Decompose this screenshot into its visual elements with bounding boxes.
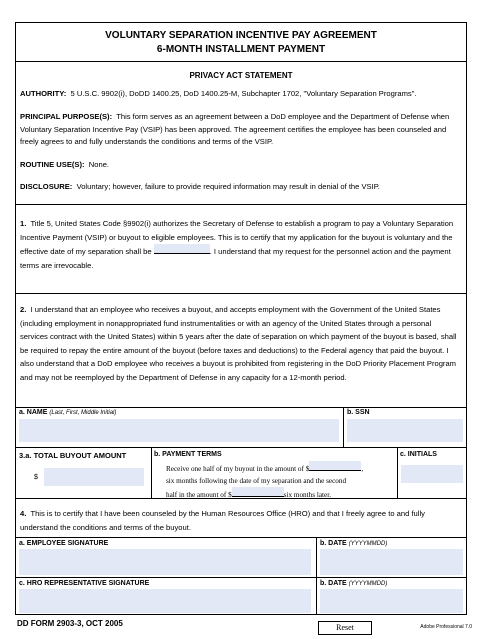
ssn-label: b. SSN <box>347 409 370 416</box>
initials-label: c. INITIALS <box>400 451 437 458</box>
employee-date-label: b. DATE (YYYYMMDD) <box>320 540 388 547</box>
routine-label: ROUTINE USE(S): <box>20 160 85 169</box>
reset-button[interactable]: Reset <box>318 621 372 635</box>
divider <box>16 498 466 499</box>
form-subtitle: 6-MONTH INSTALLMENT PAYMENT <box>156 44 326 55</box>
item2-paragraph <box>20 303 460 384</box>
divider <box>16 447 466 448</box>
disclosure-label: DISCLOSURE: <box>20 182 73 191</box>
divider <box>397 447 398 498</box>
divider <box>316 537 317 577</box>
item1-text-a: Title 5, United States Code §9902(i) authorizes the Secretary of Defense to establish a program to pay a Voluntary Separation Incentive Payment (VSIP) or buyout to eligible employees. This is to certify that my application for the buyout is voluntary and the effective date of my separation shall be <box>20 219 454 256</box>
ssn-field[interactable] <box>347 419 463 442</box>
hro-date-field[interactable] <box>320 589 463 613</box>
dollar-sign: $ <box>34 474 38 481</box>
routine-paragraph <box>20 158 460 172</box>
initials-field[interactable] <box>401 465 463 483</box>
divider <box>343 407 344 447</box>
purpose-label: PRINCIPAL PURPOSE(S): <box>20 112 113 121</box>
software-version: Adobe Professional 7.0 <box>420 624 472 630</box>
authority-label: AUTHORITY: <box>20 89 67 98</box>
date-format-hint: (YYYYMMDD) <box>348 541 388 547</box>
item4-paragraph <box>20 507 460 534</box>
divider <box>16 293 466 294</box>
item4-number: 4. <box>20 509 27 518</box>
name-field[interactable] <box>19 419 339 442</box>
name-label: a. NAME (Last, First, Middle Initial) <box>19 409 117 416</box>
divider <box>16 537 466 538</box>
authority-paragraph <box>20 87 460 101</box>
name-hint: (Last, First, Middle Initial) <box>49 410 117 416</box>
total-buyout-field[interactable] <box>44 468 144 486</box>
hro-signature-label: c. HRO REPRESENTATIVE SIGNATURE <box>19 580 150 587</box>
form-number: DD FORM 2903-3, OCT 2005 <box>17 619 123 628</box>
hro-signature-field[interactable] <box>19 589 311 613</box>
payment-terms-text: Receive one half of my buyout in the amount of $ , six months following the date of my separation and the second half in the amount of $ six months later. <box>166 461 406 502</box>
divider <box>16 407 466 408</box>
separation-date-field[interactable] <box>154 244 210 254</box>
divider <box>316 577 317 615</box>
item4-text: This is to certify that I have been counseled by the Human Resources Office (HRO) and that I freely agree to and fully understand the conditions and terms of the buyout. <box>20 509 425 532</box>
item1-paragraph <box>20 217 460 272</box>
second-half-amount-field[interactable] <box>232 487 284 497</box>
privacy-heading: PRIVACY ACT STATEMENT <box>189 71 293 80</box>
disclosure-text: Voluntary; however, failure to provide required information may result in denial of the VSIP. <box>76 182 380 191</box>
disclosure-paragraph <box>20 180 460 194</box>
authority-text: 5 U.S.C. 9902(i), DoDD 1400.25, DoD 1400.25-M, Subchapter 1702, "Voluntary Separation Programs". <box>70 89 417 98</box>
routine-text: None. <box>88 160 110 169</box>
divider <box>16 577 466 578</box>
employee-signature-field[interactable] <box>19 549 311 575</box>
date-format-hint: (YYYYMMDD) <box>348 581 388 587</box>
purpose-text: This form serves as an agreement between a DoD employee and the Department of Defense when Voluntary Separation Incentive Pay (VSIP) has been approved. The agreement certifies the employee has been counseled and freely agrees to and fully understands the conditions and terms of the VSIP. <box>20 112 450 146</box>
hro-date-label: b. DATE (YYYYMMDD) <box>320 580 388 587</box>
item2-text: I understand that an employee who receives a buyout, and accepts employment with the Government of the United States (including employment in nonappropriated fund instrumentalities or with an agency of the United States through a personal services contract with the United States) within 5 years after the date of separation on which payment of the buyout is based, shall be required to repay the entire amount of the buyout (before taxes and deductions) to the Federal agency that paid the buyout. I also understand that a DoD employee who receives a buyout is prohibited from registering in the DoD Priority Placement Program and may not be reemployed by the Department of Defense in any capacity for a 12-month period. <box>20 305 457 382</box>
employee-signature-label: a. EMPLOYEE SIGNATURE <box>19 540 109 547</box>
payment-terms-label: b. PAYMENT TERMS <box>154 451 222 458</box>
first-half-amount-field[interactable] <box>309 461 361 471</box>
divider <box>16 204 466 205</box>
employee-date-field[interactable] <box>320 549 463 575</box>
item1-text-b: . I understand that my request for the personnel action and the payment terms are irrevocable. <box>20 247 451 270</box>
purpose-paragraph <box>20 111 460 149</box>
form-container <box>15 22 467 615</box>
divider <box>151 447 152 498</box>
total-buyout-label: 3.a. TOTAL BUYOUT AMOUNT <box>19 451 127 460</box>
item1-number: 1. <box>20 219 27 228</box>
item2-number: 2. <box>20 305 27 314</box>
form-title: VOLUNTARY SEPARATION INCENTIVE PAY AGREEMENT <box>105 30 377 41</box>
divider <box>16 61 466 62</box>
